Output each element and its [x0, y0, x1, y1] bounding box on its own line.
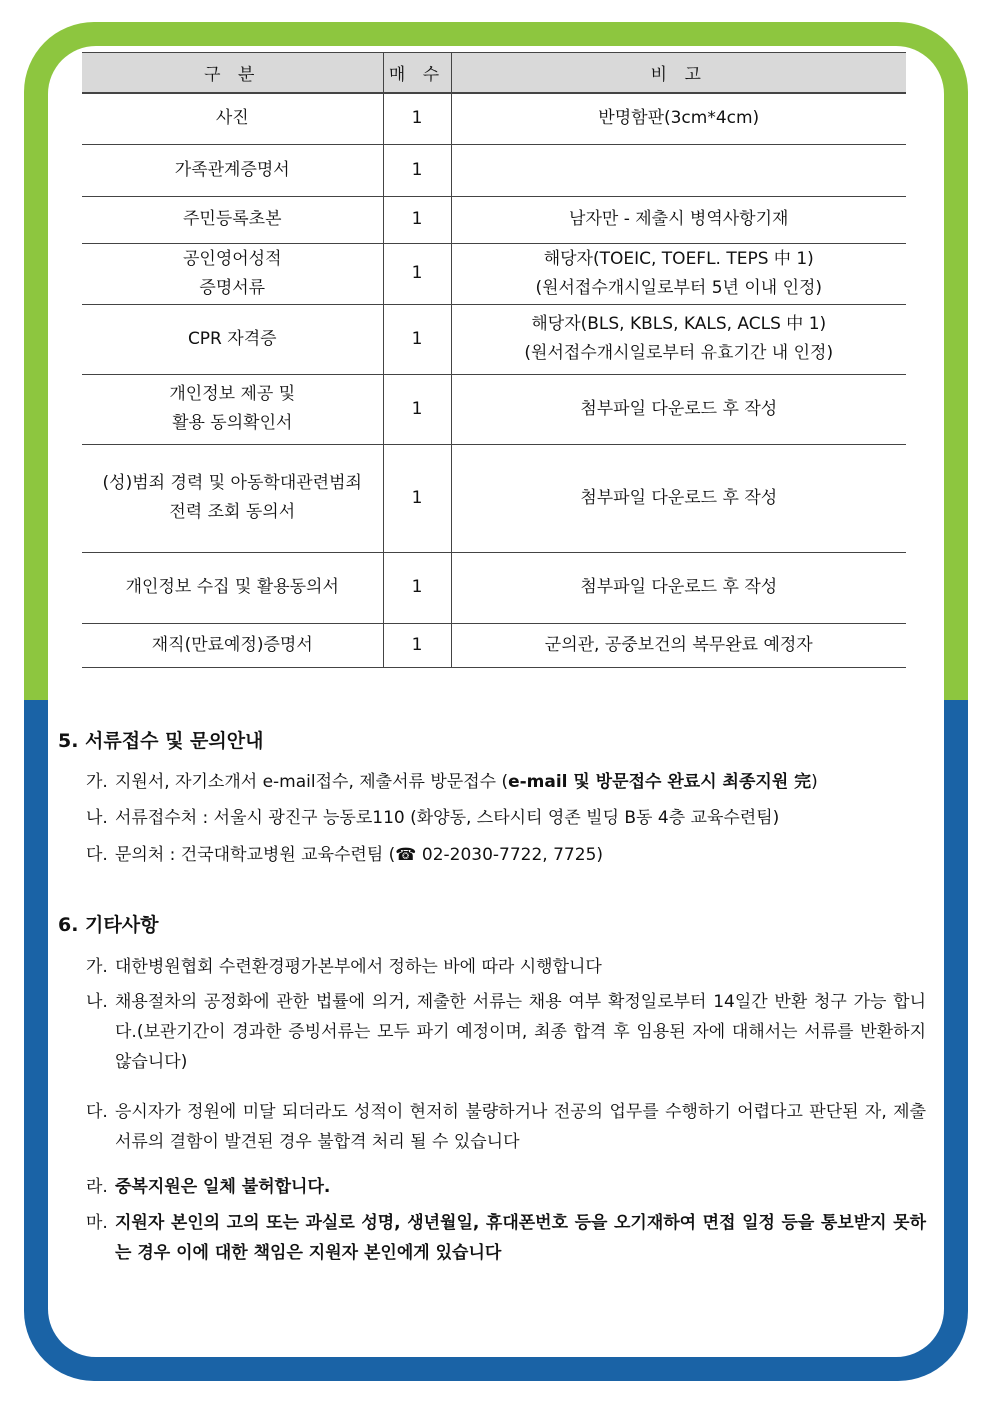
cell-count: 1: [383, 444, 451, 552]
table-row: [82, 144, 906, 196]
cell-category: 개인정보 수집 및 활용동의서: [82, 552, 383, 623]
section5-title: 5. 서류접수 및 문의안내: [58, 730, 264, 752]
item-text: 문의처 : 건국대학교병원 교육수련팀 (☎ 02-2030-7722, 7725): [115, 845, 604, 865]
cell-note: 반명함판(3cm*4cm): [451, 93, 906, 144]
table-row: [82, 444, 906, 552]
header-category: 구 분: [82, 53, 383, 94]
section6-item: [86, 952, 926, 982]
section6-item: [86, 1172, 926, 1202]
cell-note: 남자만 - 제출시 병역사항기재: [451, 196, 906, 243]
section5-item: [86, 767, 926, 797]
item-text-bold: e-mail 및 방문접수 완료시 최종지원 完: [508, 772, 812, 792]
cell-count: 1: [383, 623, 451, 667]
item-marker: 나.: [86, 992, 108, 1012]
item-marker: 다.: [86, 845, 108, 865]
section6-item: [86, 987, 926, 1077]
table-row: [82, 552, 906, 623]
cell-note: 군의관, 공중보건의 복무완료 예정자: [451, 623, 906, 667]
item-text: 지원자 본인의 고의 또는 과실로 성명, 생년월일, 휴대폰번호 등을 오기재하여 면접 일정 등을 통보받지 못하는 경우 이에 대한 책임은 지원자 본인에게 있습니다: [115, 1213, 926, 1263]
section6-item: [86, 1097, 926, 1157]
table-row: [82, 93, 906, 144]
table-row: [82, 196, 906, 243]
cell-category: CPR 자격증: [82, 304, 383, 374]
section5-item: [86, 803, 926, 833]
item-text: 대한병원협회 수련환경평가본부에서 정하는 바에 따라 시행합니다: [115, 957, 602, 977]
cell-count: 1: [383, 144, 451, 196]
item-marker: 다.: [86, 1102, 108, 1122]
table-row: [82, 243, 906, 304]
cell-note: 첨부파일 다운로드 후 작성: [451, 444, 906, 552]
table-row: [82, 623, 906, 667]
cell-note: 해당자(BLS, KBLS, KALS, ACLS 中 1) (원서접수개시일로부터 유효기간 내 인정): [451, 304, 906, 374]
section6-item: [86, 1208, 926, 1268]
item-text: 서류접수처 : 서울시 광진구 능동로110 (화양동, 스타시티 영존 빌딩 B동 4층 교육수련팀): [115, 808, 780, 828]
section5-item: [86, 840, 926, 870]
item-marker: 라.: [86, 1177, 108, 1197]
item-marker: 가.: [86, 772, 108, 792]
cell-count: 1: [383, 243, 451, 304]
item-text-part: 지원서, 자기소개서 e-mail접수, 제출서류 방문접수 (: [115, 772, 509, 792]
cell-category: (성)범죄 경력 및 아동학대관련범죄 전력 조회 동의서: [82, 444, 383, 552]
cell-note: [451, 144, 906, 196]
cell-category: 주민등록초본: [82, 196, 383, 243]
cell-count: 1: [383, 196, 451, 243]
item-text: 중복지원은 일체 불허합니다.: [115, 1177, 331, 1197]
cell-category: 공인영어성적 증명서류: [82, 243, 383, 304]
cell-count: 1: [383, 374, 451, 444]
cell-note: 해당자(TOEIC, TOEFL. TEPS 中 1) (원서접수개시일로부터 5년 이내 인정): [451, 243, 906, 304]
table-row: [82, 374, 906, 444]
cell-count: 1: [383, 304, 451, 374]
cell-category: 재직(만료예정)증명서: [82, 623, 383, 667]
table-header-row: [82, 53, 906, 94]
cell-count: 1: [383, 93, 451, 144]
item-text: 응시자가 정원에 미달 되더라도 성적이 현저히 불량하거나 전공의 업무를 수행하기 어렵다고 판단된 자, 제출 서류의 결함이 발견된 경우 불합격 처리 될 수 있습니다: [115, 1102, 926, 1152]
item-marker: 나.: [86, 808, 108, 828]
cell-category: 개인정보 제공 및 활용 동의확인서: [82, 374, 383, 444]
cell-note: 첨부파일 다운로드 후 작성: [451, 374, 906, 444]
documents-table: [82, 52, 906, 668]
cell-category: 가족관계증명서: [82, 144, 383, 196]
cell-count: 1: [383, 552, 451, 623]
item-marker: 마.: [86, 1213, 108, 1233]
item-text-tail: ): [811, 772, 818, 792]
cell-note: 첨부파일 다운로드 후 작성: [451, 552, 906, 623]
item-marker: 가.: [86, 957, 108, 977]
table-row: [82, 304, 906, 374]
header-count: 매 수: [383, 53, 451, 94]
header-note: 비 고: [451, 53, 906, 94]
section6-title: 6. 기타사항: [58, 914, 159, 936]
item-text: 채용절차의 공정화에 관한 법률에 의거, 제출한 서류는 채용 여부 확정일로부터 14일간 반환 청구 가능 합니다.(보관기간이 경과한 증빙서류는 모두 파기 예정이며, 최종 합격 후 임용된 자에 대해서는 서류를 반환하지 않습니다): [115, 992, 926, 1072]
item-text: [86, 767, 926, 797]
cell-category: 사진: [82, 93, 383, 144]
